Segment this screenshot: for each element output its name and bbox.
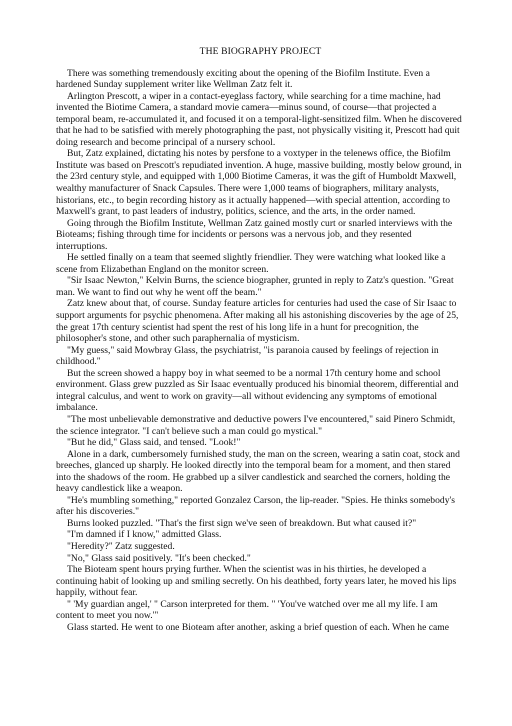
paragraph: "The most unbelievable demonstrative and deductive powers I've encountered," said Pinero Schmidt, the science integrator. "I can't believe such a man could go mystical." xyxy=(56,413,456,437)
document-body xyxy=(56,68,465,634)
paragraph: Alone in a dark, cumbersomely furnished study, the man on the screen, wearing a satin coat, stock and breeches, glanced up sharply. He looked directly into the temporal beam for a moment, and then stared into the shadows of the room. He grabbed up a silver candlestick and searched the corners, holding the heavy candlestick like a weapon. xyxy=(56,448,460,495)
paragraph: Glass started. He went to one Bioteam after another, asking a brief question of each. When he came xyxy=(67,621,449,633)
paragraph: "My guess," said Mowbray Glass, the psychiatrist, "is paranoia caused by feelings of rejection in childhood." xyxy=(56,344,439,368)
paragraph: He settled finally on a team that seemed slightly friendlier. They were watching what looked like a scene from Elizabethan England on the monitor screen. xyxy=(56,252,446,275)
paragraph: Arlington Prescott, a wiper in a contact-eyeglass factory, while searching for a time machine, had invented the Biotime Camera, a standard movie camera—minus sound, of course—that projected a temporal beam, re-accumulated it, and focused it on a temporal-light-sensitized film. When he discovered that he had to be satisfied with merely photographing the past, not physically visiting it, Prescott had quit doing research and become principal of a nursery school. xyxy=(56,90,462,148)
paragraph: The Bioteam spent hours prying further. When the scientist was in his thirties, he developed a continuing habit of looking up and smiling secretly. On his deathbed, forty years later, he moved his lips happily, without fear. xyxy=(56,564,457,599)
paragraph: "Heredity?" Zatz suggested. xyxy=(67,540,175,552)
paragraph: "I'm damned if I know," admitted Glass. xyxy=(67,529,222,541)
paragraph: " 'My guardian angel,' " Carson interpreted for them. " 'You've watched over me all my life. I am content to meet you now.'" xyxy=(56,598,438,622)
paragraph: "But he did," Glass said, and tensed. "Look!" xyxy=(67,437,241,449)
paragraph: "Sir Isaac Newton," Kelvin Burns, the science biographer, grunted in reply to Zatz's question. "Great man. We want to find out why he went off the beam." xyxy=(56,275,454,298)
paragraph: Burns looked puzzled. "That's the first sign we've seen of breakdown. But what caused it?" xyxy=(67,517,417,529)
paragraph: Going through the Biofilm Institute, Wellman Zatz gained mostly curt or snarled interviews with the Bioteams; fishing through time for incidents or persons was a nervous job, and they resented interruptions. xyxy=(56,217,453,252)
paragraph: "No," Glass said positively. "It's been checked." xyxy=(67,552,251,564)
paragraph: Zatz knew about that, of course. Sunday feature articles for centuries had used the case of Sir Isaac to support arguments for psychic phenomena. After making all his astonishing discoveries by the age of 25, the great 17th century scientist had spent the rest of his long life in a hunt for precognition, the philosopher's stone, and other such paraphernalia of mysticism. xyxy=(56,298,459,345)
paragraph: But the screen showed a happy boy in what seemed to be a normal 17th century home and school environment. Glass grew puzzled as Sir Isaac eventually produced his binomial theorem, differential and integral calculus, and went to work on gravity—all without evidencing any symptoms of emotional imbalance. xyxy=(56,367,459,414)
paragraph: There was something tremendously exciting about the opening of the Biofilm Institute. Even a hardened Sunday supplement writer like Wellman Zatz felt it. xyxy=(56,67,430,91)
document-title: THE BIOGRAPHY PROJECT xyxy=(199,46,322,57)
paragraph: But, Zatz explained, dictating his notes by persfone to a voxtyper in the telenews office, the Biofilm Institute was based on Prescott's repudiated invention. A huge, massive building, mostly below ground, in the 23rd century style, and equipped with 1,000 Biotime Cameras, it was the gift of Humboldt Maxwell, wealthy manufacturer of Snack Capsules. There were 1,000 teams of biographers, military analysts, historians, etc., to begin recording history as it actually happened—with special attention, according to Maxwell's grant, to past leaders of industry, politics, science, and the arts, in the order named. xyxy=(56,148,462,218)
paragraph: "He's mumbling something," reported Gonzalez Carson, the lip-reader. "Spies. He thinks somebody's after his discoveries." xyxy=(56,494,455,518)
